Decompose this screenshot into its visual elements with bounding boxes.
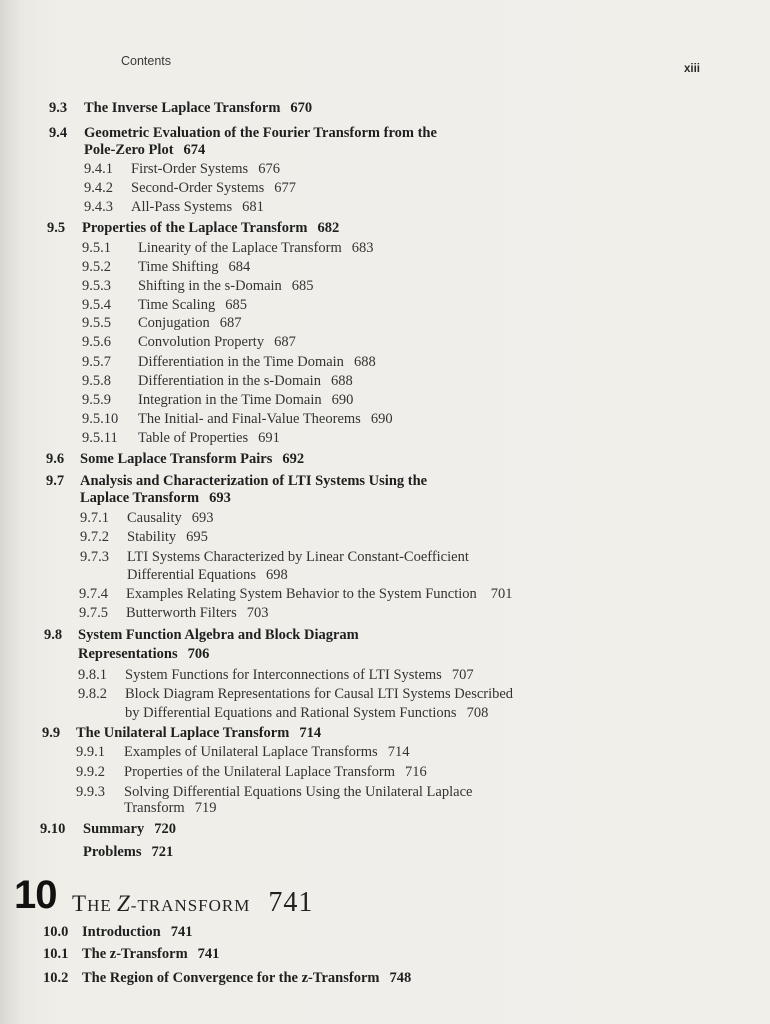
toc-section-entry-continued: Laplace Transform 693 bbox=[80, 490, 231, 506]
toc-subsection-entry: 9.5.7 Differentiation in the Time Domain 688 bbox=[82, 354, 376, 370]
toc-subsection-entry: 9.4.1 First-Order Systems 676 bbox=[84, 161, 280, 177]
toc-subsection-entry: 9.5.4 Time Scaling 685 bbox=[82, 297, 247, 313]
toc-section-entry: Problems 721 bbox=[83, 844, 174, 860]
toc-subsection-entry: 9.5.5 Conjugation 687 bbox=[82, 315, 242, 331]
toc-subsection-entry: 9.9.3 Solving Differential Equations Using the Unilateral Laplace bbox=[76, 784, 473, 800]
toc-section-entry: 9.8 System Function Algebra and Block Diagram bbox=[44, 627, 359, 643]
chapter-number: 10 bbox=[14, 873, 57, 917]
toc-section-entry-continued: Representations 706 bbox=[78, 646, 210, 662]
toc-subsection-entry-continued: by Differential Equations and Rational System Functions 708 bbox=[125, 705, 489, 721]
page-number: xiii bbox=[684, 63, 700, 75]
toc-subsection-entry: 9.7.4 Examples Relating System Behavior to the System Function 701 bbox=[79, 586, 513, 602]
toc-section-entry: 9.10 Summary 720 bbox=[40, 821, 176, 837]
chapter-page: 741 bbox=[268, 887, 314, 918]
toc-subsection-entry: 9.7.3 LTI Systems Characterized by Linear Constant-Coefficient bbox=[80, 549, 469, 565]
toc-subsection-entry: 9.5.10 The Initial- and Final-Value Theorems 690 bbox=[82, 411, 393, 427]
toc-subsection-entry: 9.5.2 Time Shifting 684 bbox=[82, 259, 251, 275]
toc-section-entry-continued: Pole-Zero Plot 674 bbox=[84, 142, 206, 158]
toc-subsection-entry: 9.8.2 Block Diagram Representations for Causal LTI Systems Described bbox=[78, 686, 514, 702]
toc-subsection-entry: 9.4.2 Second-Order Systems 677 bbox=[84, 180, 297, 196]
toc-section-entry: 9.3 The Inverse Laplace Transform 670 bbox=[49, 100, 313, 116]
toc-section-entry: 9.9 The Unilateral Laplace Transform 714 bbox=[42, 725, 322, 741]
running-head: Contents bbox=[121, 54, 172, 68]
toc-subsection-entry: 9.5.11 Table of Properties 691 bbox=[82, 430, 280, 446]
toc-subsection-entry: 9.7.1 Causality 693 bbox=[80, 510, 214, 526]
toc-subsection-entry: 9.5.8 Differentiation in the s-Domain 688 bbox=[82, 373, 353, 389]
toc-section-entry: 10.0 Introduction 741 bbox=[43, 924, 193, 940]
toc-section-entry: 9.4 Geometric Evaluation of the Fourier Transform from the bbox=[49, 125, 437, 141]
toc-subsection-entry: 9.9.2 Properties of the Unilateral Laplace Transform 716 bbox=[76, 764, 427, 780]
toc-subsection-entry: 9.7.2 Stability 695 bbox=[80, 529, 208, 545]
toc-subsection-entry: 9.9.1 Examples of Unilateral Laplace Transforms 714 bbox=[76, 744, 410, 760]
toc-subsection-entry-continued: Differential Equations 698 bbox=[127, 567, 288, 583]
toc-section-entry: 9.5 Properties of the Laplace Transform 682 bbox=[47, 220, 340, 236]
chapter-title: THE Z-TRANSFORM 741 bbox=[72, 887, 314, 918]
toc-subsection-entry: 9.8.1 System Functions for Interconnections of LTI Systems 707 bbox=[78, 667, 474, 683]
toc-subsection-entry: 9.5.9 Integration in the Time Domain 690 bbox=[82, 392, 354, 408]
toc-subsection-entry: 9.4.3 All-Pass Systems 681 bbox=[84, 199, 264, 215]
toc-section-entry: 10.2 The Region of Convergence for the z-Transform 748 bbox=[43, 970, 412, 986]
toc-subsection-entry-continued: Transform 719 bbox=[124, 800, 217, 816]
toc-subsection-entry: 9.5.6 Convolution Property 687 bbox=[82, 334, 296, 350]
toc-section-entry: 10.1 The z-Transform 741 bbox=[43, 946, 220, 962]
toc-subsection-entry: 9.7.5 Butterworth Filters 703 bbox=[79, 605, 269, 621]
toc-section-entry: 9.7 Analysis and Characterization of LTI Systems Using the bbox=[46, 473, 428, 489]
toc-subsection-entry: 9.5.1 Linearity of the Laplace Transform 683 bbox=[82, 240, 374, 256]
toc-subsection-entry: 9.5.3 Shifting in the s-Domain 685 bbox=[82, 278, 314, 294]
toc-section-entry: 9.6 Some Laplace Transform Pairs 692 bbox=[46, 451, 305, 467]
